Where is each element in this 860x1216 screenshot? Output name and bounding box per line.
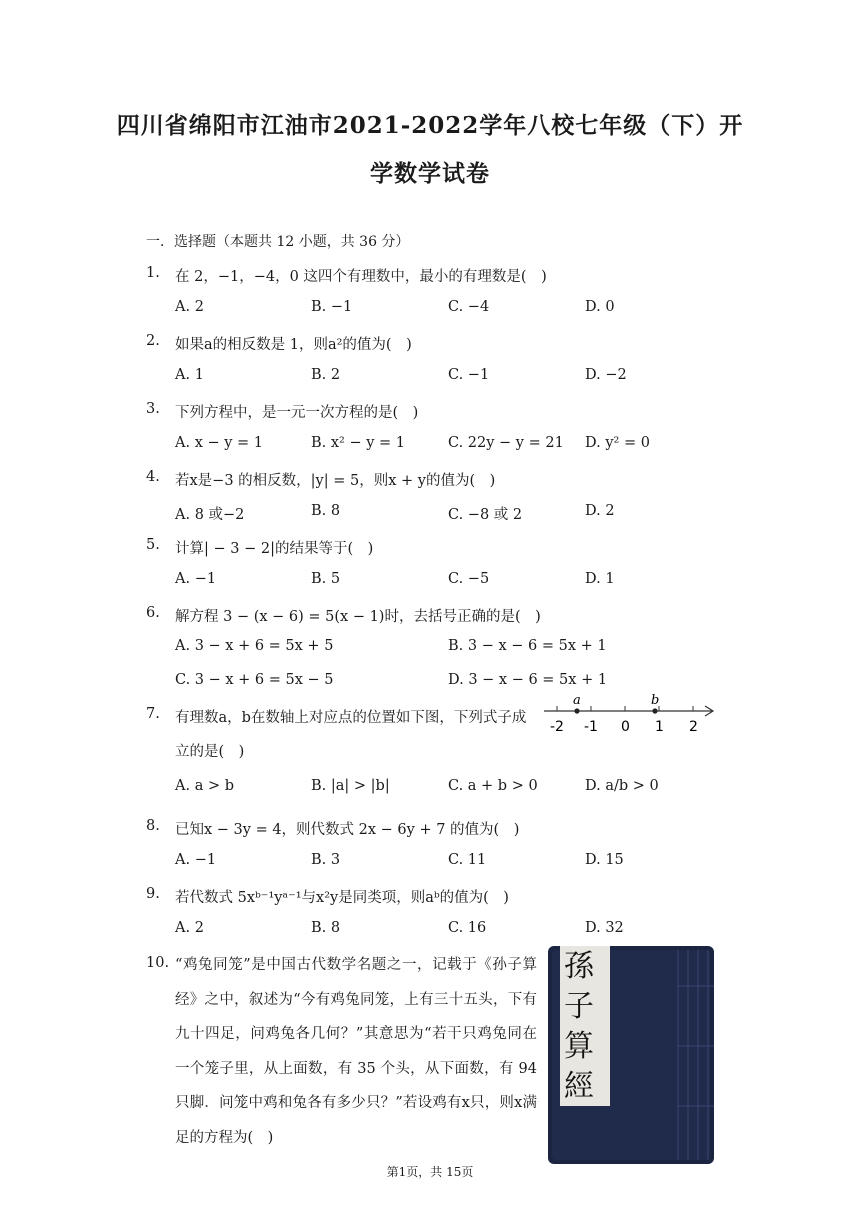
point-a-dot [574, 708, 579, 713]
question-text: 下列方程中，是一元一次方程的是( ) [175, 405, 419, 421]
question-number: 5. [146, 537, 160, 553]
option-c: C. 22y − y = 21 [448, 435, 564, 451]
question-text: “鸡兔同笼”是中国古代数学名题之一，记载于《孙子算经》之中，叙述为“今有鸡兔同笼，上有三十五头，下有九十四足，问鸡兔各几何？”其意思为“若干只鸡兔同在一个笼子里，从上面数，有 35 个头，从下面数，有 94 只脚．问笼中鸡和兔各有多少只？”若设鸡有x只，则x满足的方程为( ) [175, 957, 537, 1146]
question-number: 1. [146, 265, 160, 281]
option-a: A. x − y = 1 [175, 435, 264, 451]
option-b: B. x² − y = 1 [311, 435, 406, 451]
tick-label: -1 [584, 719, 598, 735]
question-text: 若x是−3 的相反数，|y| = 5，则x + y的值为( ) [175, 473, 496, 489]
cover-char: 孫 [564, 949, 594, 984]
section-heading: 一．选择题（本题共 12 小题，共 36 分） [146, 234, 410, 250]
option-b: B. −1 [311, 299, 353, 315]
tick-label: 0 [621, 719, 630, 735]
option-d: D. 1 [585, 571, 615, 587]
option-a: A. 8 或−2 [175, 507, 245, 523]
number-line-figure [542, 693, 718, 737]
question-number: 2. [146, 333, 160, 349]
question-text: 如果a的相反数是 1，则a²的值为( ) [175, 337, 412, 353]
question-text: 已知x − 3y = 4，则代数式 2x − 6y + 7 的值为( ) [175, 822, 520, 838]
option-d: D. y² = 0 [585, 435, 650, 451]
question-text: 解方程 3 − (x − 6) = 5(x − 1)时，去括号正确的是( ) [175, 609, 541, 625]
option-a: A. −1 [175, 571, 217, 587]
option-b: B. 5 [311, 571, 341, 587]
question-number: 4. [146, 469, 160, 485]
tick-label: -2 [550, 719, 564, 735]
option-d: D. 2 [585, 503, 615, 519]
option-d: D. 0 [585, 299, 615, 315]
question-text-line2: 立的是( ) [175, 744, 245, 760]
paper-title-line2: 学数学试卷 [370, 160, 490, 187]
option-a: A. −1 [175, 852, 217, 868]
option-d: D. 3 − x − 6 = 5x + 1 [448, 672, 608, 688]
option-c: C. −5 [448, 571, 490, 587]
question-number: 7. [146, 706, 160, 722]
option-a: A. 1 [175, 367, 204, 383]
question-number: 6. [146, 605, 160, 621]
page-footer: 第1页，共 15页 [386, 1165, 474, 1179]
option-a: A. 2 [175, 299, 204, 315]
point-b-dot [652, 708, 657, 713]
question-number: 10. [146, 955, 170, 971]
option-d: D. 32 [585, 920, 624, 936]
option-d: D. 15 [585, 852, 624, 868]
question-text: 计算| − 3 − 2|的结果等于( ) [175, 541, 374, 557]
option-c: C. a + b > 0 [448, 778, 538, 794]
option-c: C. 16 [448, 920, 487, 936]
paper-title-line1: 四川省绵阳市江油市2021-2022学年八校七年级（下）开 [116, 112, 744, 139]
point-b-label: b [651, 693, 660, 708]
option-b: B. 3 − x − 6 = 5x + 1 [448, 638, 607, 654]
option-b: B. 8 [311, 503, 341, 519]
option-d: D. −2 [585, 367, 627, 383]
option-c: C. 11 [448, 852, 487, 868]
option-a: A. 2 [175, 920, 204, 936]
point-a-label: a [573, 693, 581, 708]
sunzi-suanjing-book-cover-image [548, 946, 714, 1164]
option-b: B. |a| > |b| [311, 778, 390, 794]
option-b: B. 2 [311, 367, 341, 383]
question-text: 若代数式 5xᵇ⁻¹yᵃ⁻¹与x²y是同类项，则aᵇ的值为( ) [175, 890, 509, 906]
tick-label: 1 [655, 719, 664, 735]
option-c: C. −4 [448, 299, 490, 315]
cover-char: 子 [564, 989, 594, 1024]
option-b: B. 8 [311, 920, 341, 936]
option-d: D. a/b > 0 [585, 778, 659, 794]
tick-label: 2 [689, 719, 698, 735]
question-text: 在 2，−1，−4，0 这四个有理数中，最小的有理数是( ) [175, 269, 547, 285]
question-text-line1: 有理数a，b在数轴上对应点的位置如下图，下列式子成 [175, 710, 527, 726]
question-number: 9. [146, 886, 160, 902]
question-number: 8. [146, 818, 160, 834]
option-a: A. a > b [175, 778, 234, 794]
option-c: C. −1 [448, 367, 490, 383]
option-c: C. 3 − x + 6 = 5x − 5 [175, 672, 334, 688]
question-number: 3. [146, 401, 160, 417]
cover-char: 經 [564, 1069, 594, 1104]
option-c: C. −8 或 2 [448, 507, 523, 523]
option-b: B. 3 [311, 852, 341, 868]
cover-char: 算 [564, 1029, 594, 1064]
option-a: A. 3 − x + 6 = 5x + 5 [175, 638, 334, 654]
